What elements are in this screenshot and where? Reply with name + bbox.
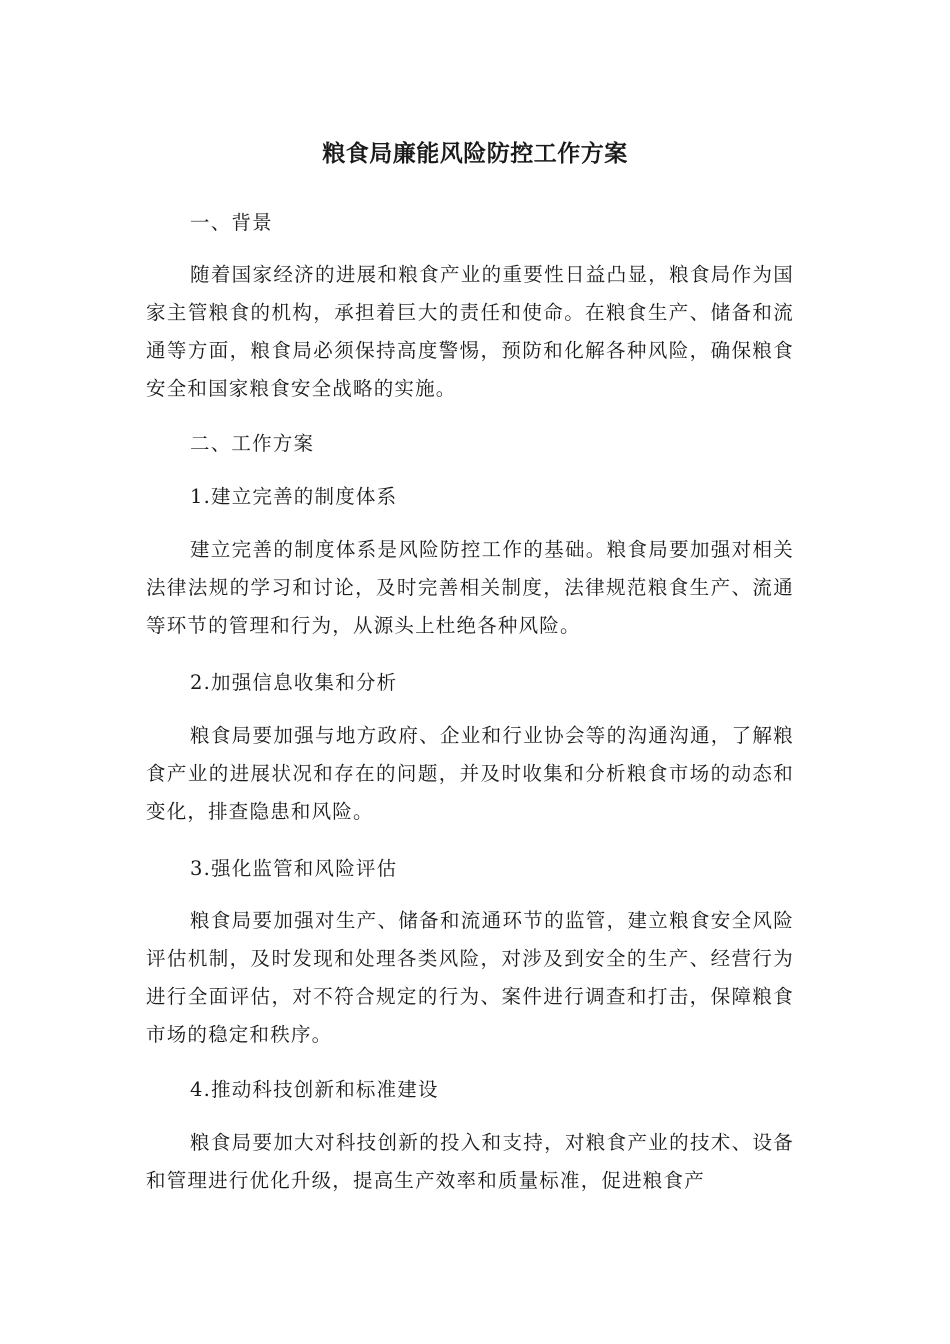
paragraph-institution-system: 建立完善的制度体系是风险防控工作的基础。粮食局要加强对相关法律法规的学习和讨论，及时完善相关制度，法律规范粮食生产、流通等环节的管理和行为，从源头上杜绝各种风险。	[146, 538, 794, 637]
section-heading-work-plan: 二、工作方案	[190, 432, 315, 455]
document-title: 粮食局廉能风险防控工作方案	[322, 141, 628, 167]
subheading-technology-innovation: 4.推动科技创新和标准建设	[190, 1078, 439, 1101]
paragraph-background: 随着国家经济的进展和粮食产业的重要性日益凸显，粮食局作为国家主管粮食的机构，承担着巨大的责任和使命。在粮食生产、储备和流通等方面，粮食局必须保持高度警惕，预防和化解各种风险，确保粮食安全和国家粮食安全战略的实施。	[146, 263, 794, 400]
section-heading-background: 一、背景	[190, 211, 273, 234]
subheading-information-collection: 2.加强信息收集和分析	[190, 671, 398, 694]
paragraph-technology-innovation: 粮食局要加大对科技创新的投入和支持，对粮食产业的技术、设备和管理进行优化升级，提高生产效率和质量标准，促进粮食产	[146, 1131, 794, 1192]
subheading-institution-system: 1.建立完善的制度体系	[190, 485, 398, 508]
subheading-supervision-assessment: 3.强化监管和风险评估	[190, 857, 398, 880]
paragraph-information-collection: 粮食局要加强与地方政府、企业和行业协会等的沟通沟通，了解粮食产业的进展状况和存在的问题，并及时收集和分析粮食市场的动态和变化，排查隐患和风险。	[146, 724, 794, 823]
paragraph-supervision-assessment: 粮食局要加强对生产、储备和流通环节的监管，建立粮食安全风险评估机制，及时发现和处理各类风险，对涉及到安全的生产、经营行为进行全面评估，对不符合规定的行为、案件进行调查和打击，保障粮食市场的稳定和秩序。	[146, 909, 794, 1046]
